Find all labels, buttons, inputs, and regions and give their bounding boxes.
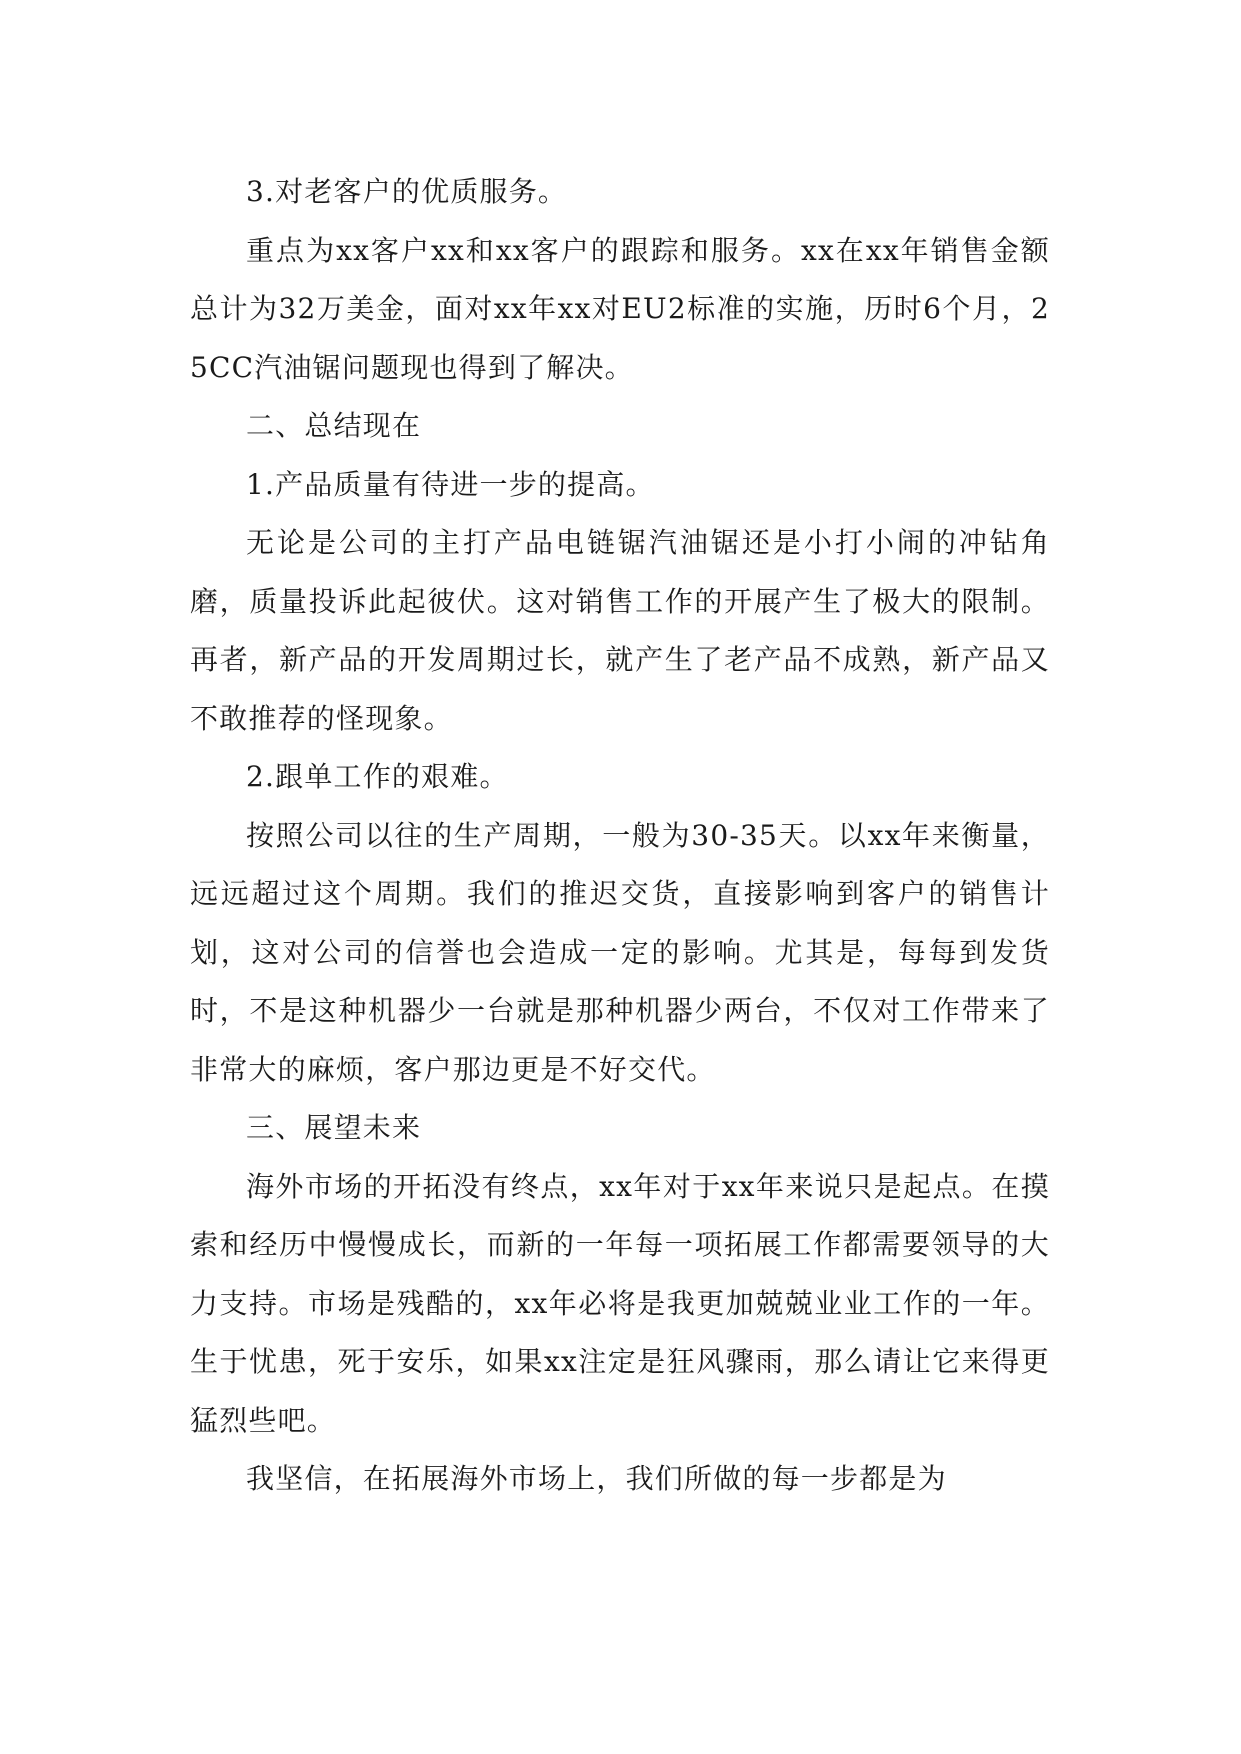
paragraph-quality-complaints: 无论是公司的主打产品电链锯汽油锯还是小打小闹的冲钻角磨，质量投诉此起彼伏。这对销售工作的开展产生了极大的限制。再者，新产品的开发周期过长，就产生了老产品不成熟，新产品又不敢推荐的怪现象。 — [190, 526, 1050, 735]
section-heading-summary-present: 二、总结现在 — [246, 409, 422, 442]
paragraph-overseas-market: 海外市场的开拓没有终点，xx年对于xx年来说只是起点。在摸索和经历中慢慢成长，而新的一年每一项拓展工作都需要领导的大力支持。市场是残酷的，xx年必将是我更加兢兢业业工作的一年。生于忧患，死于安乐，如果xx注定是狂风骤雨，那么请让它来得更猛烈些吧。 — [190, 1169, 1050, 1437]
paragraph-belief: 我坚信，在拓展海外市场上，我们所做的每一步都是为 — [246, 1462, 947, 1495]
section-heading-future-outlook: 三、展望未来 — [246, 1111, 422, 1144]
subsection-heading-old-customer-service: 3.对老客户的优质服务。 — [246, 175, 568, 208]
paragraph-customer-tracking: 重点为xx客户xx和xx客户的跟踪和服务。xx在xx年销售金额总计为32万美金，面对xx年xx对EU2标准的实施，历时6个月，25CC汽油锯问题现也得到了解决。 — [190, 233, 1050, 384]
subsection-heading-order-follow-up: 2.跟单工作的艰难。 — [246, 760, 509, 793]
paragraph-production-cycle: 按照公司以往的生产周期，一般为30-35天。以xx年来衡量，远远超过这个周期。我们的推迟交货，直接影响到客户的销售计划，这对公司的信誉也会造成一定的影响。尤其是，每每到发货时，不是这种机器少一台就是那种机器少两台，不仅对工作带来了非常大的麻烦，客户那边更是不好交代。 — [190, 818, 1050, 1086]
document-body — [190, 163, 1050, 1509]
subsection-heading-product-quality: 1.产品质量有待进一步的提高。 — [246, 467, 655, 501]
